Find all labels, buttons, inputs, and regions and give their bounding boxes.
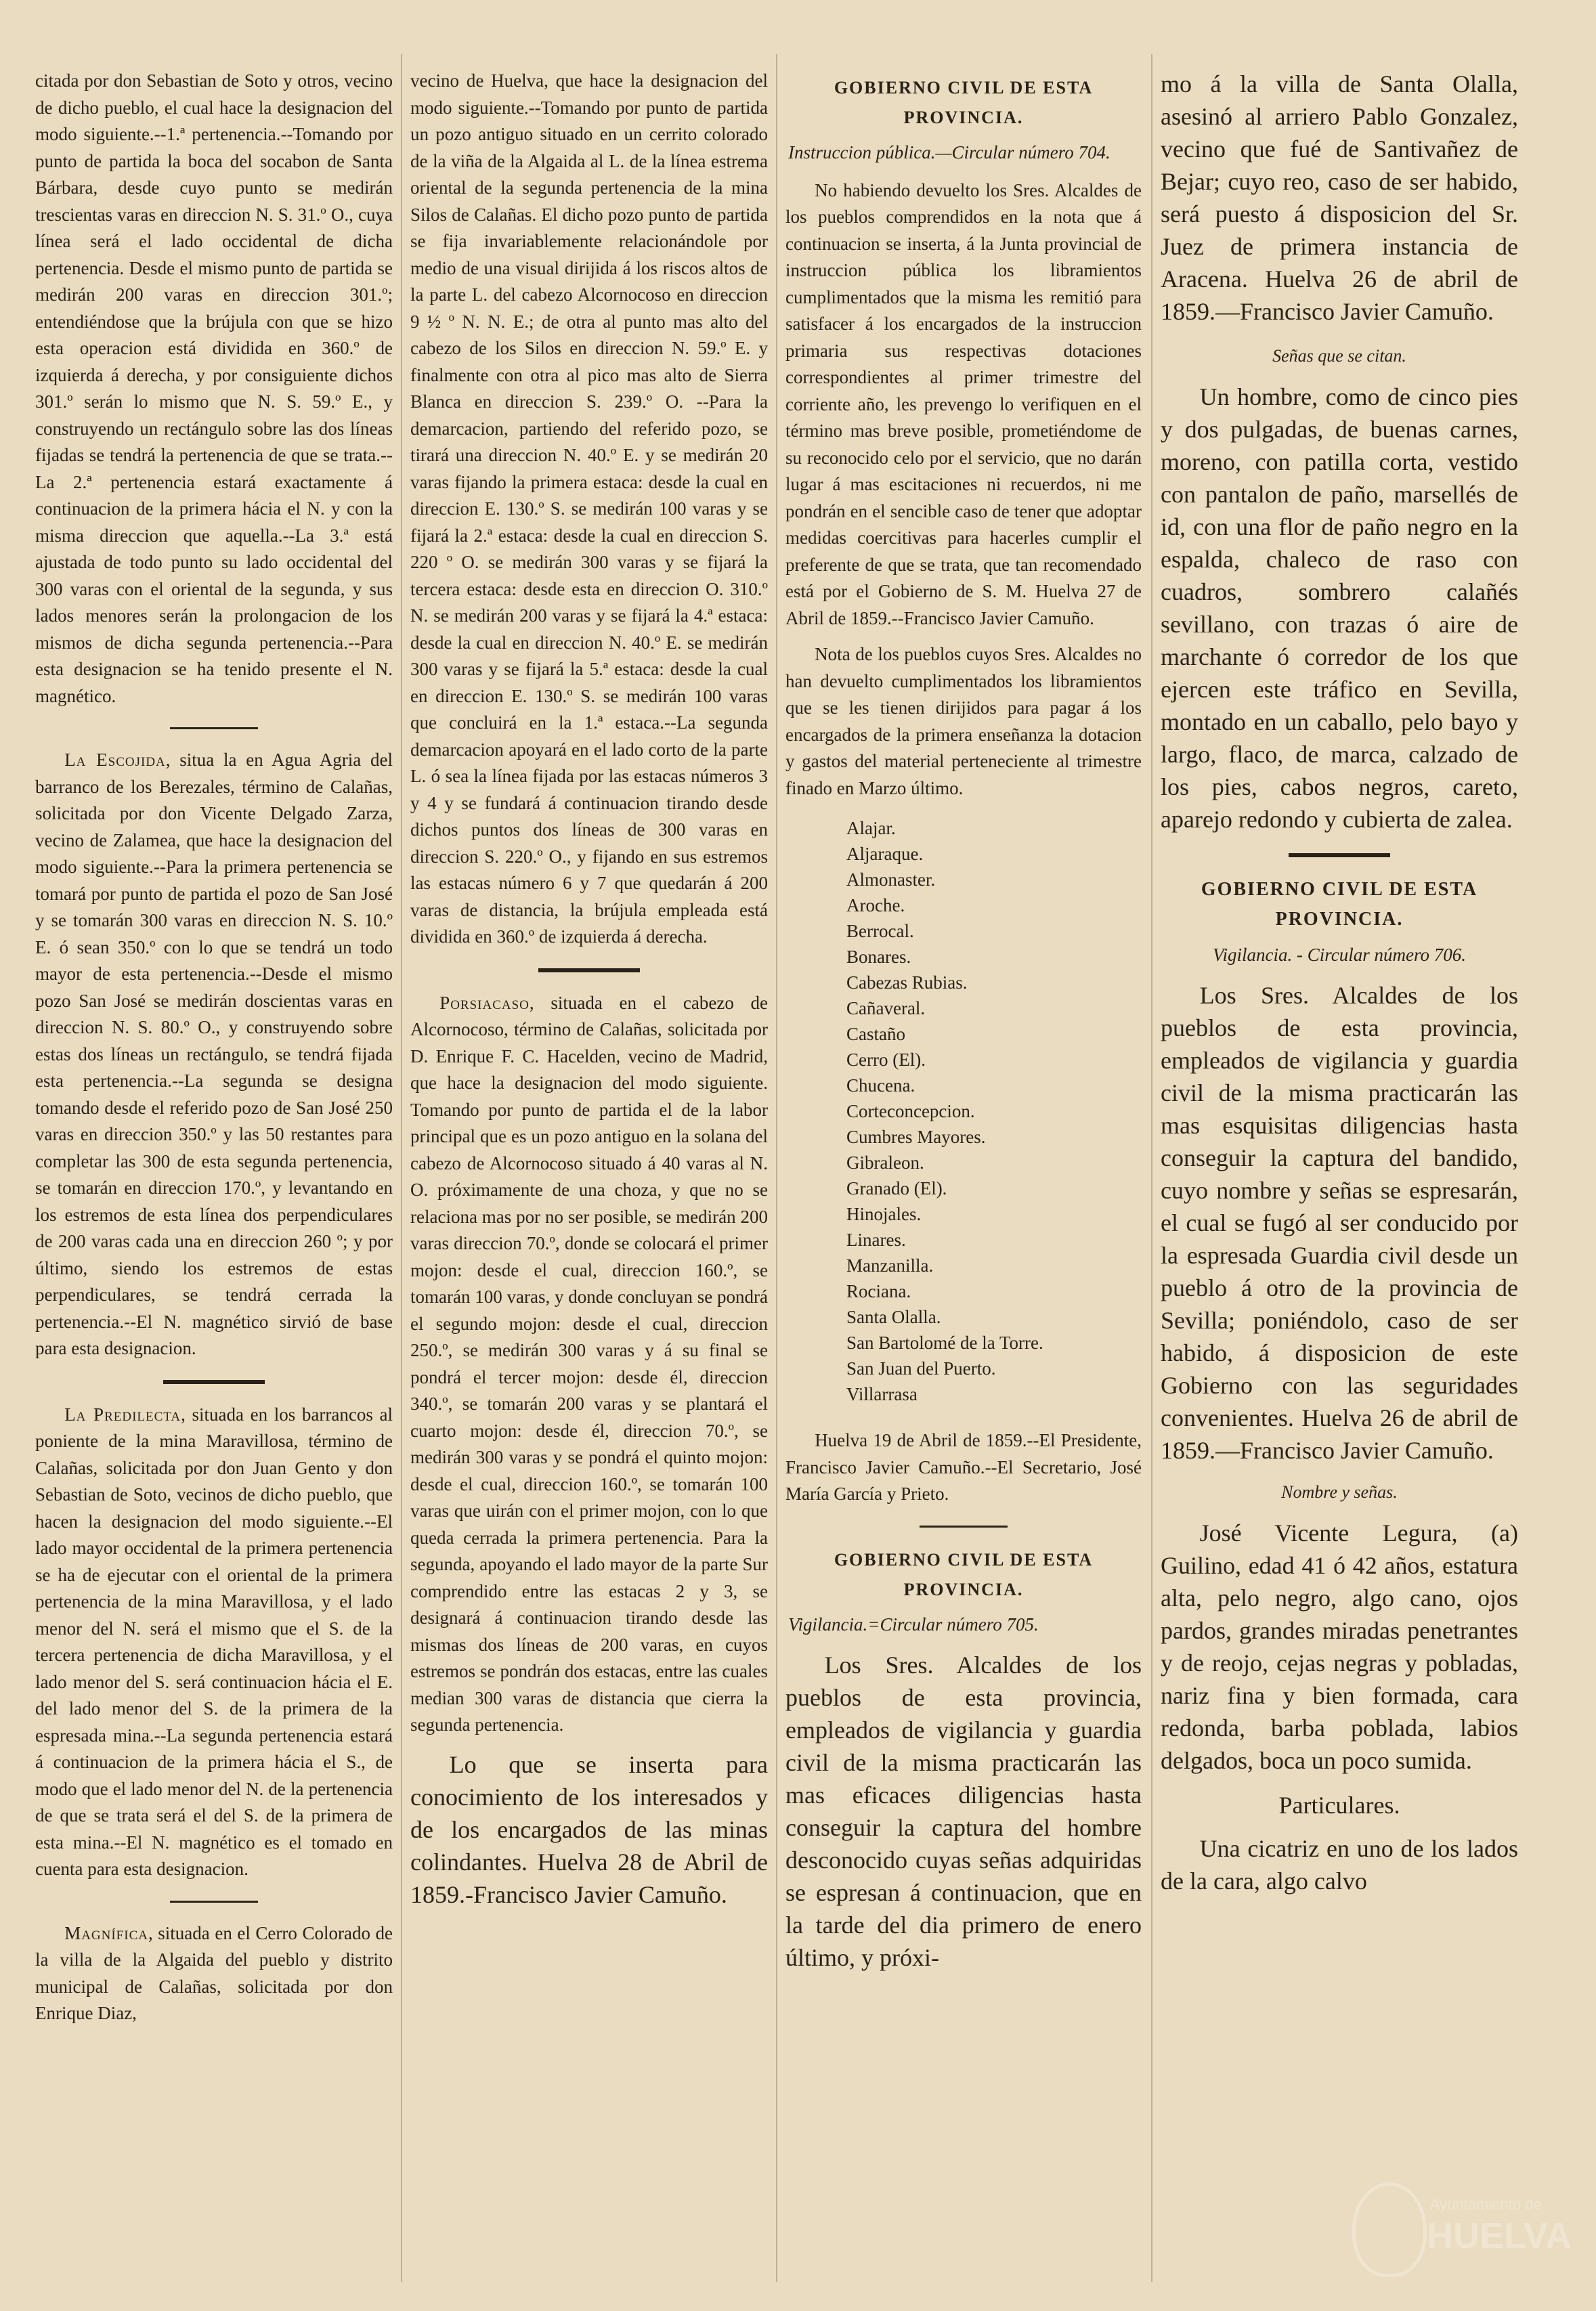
list-item: Berrocal. [846,921,914,941]
section-divider [163,1380,265,1384]
list-item: Granado (El). [846,1178,947,1198]
mine-escojida-paragraph: La Escojida, situa la en Agua Agria del barranco de los Berezales, término de Calañas, solicitada por don Vicente Delgado Zarza, vecino de Zalamea, que hace la designacion del modo siguiente.--Para la primera pertenencia se tomará por punto de partida el pozo de San José y se tomarán 300 varas en direccion N. S. 10.º E. ó sean 350.º con lo que se tendrá un todo mayor de esta pertenencia.--Desde el mismo pozo San José se medirán doscientas varas en direccion N. S. 80.º O., y construyendo sobre estas dos líneas un rectángulo, se tendrá fijada esta pertenencia.--La segunda se designa tomando desde el referido pozo de San José 250 varas en direccion 350.º y las 50 restantes para completar las 300 de esta segunda pertenencia, se tomarán en direccion 170.º, y levantando en los estremos de esta línea dos perpendiculares de 200 varas cada una en direccion 260 º; y por último, siendo los estremos de estas perpendiculares, se tendrá cerrada la pertenencia.--El N. magnético sirvió de base para esta designacion. [35,750,393,1358]
mine-porsiacaso-paragraph: Porsiacaso, situada en el cabezo de Alcornocoso, término de Calañas, solicitada por D. Enrique F. C. Hacelden, vecino de Madrid, que hace la designacion del modo siguiente. Tomando por punto de partida el de la labor principal que es un pozo antiguo en la solana del cabezo de Alcornocoso situado á 40 varas al N. O. próximamente de una choza, y que no se relaciona mas por no ser posible, se medirán 200 varas direccion 70.º, donde se colocará el primer mojon: desde el cual, direccion 160.º, se tomarán 100 varas, y donde concluyan se pondrá el segundo mojon: desde el cual, direccion 250.º, se medirán 300 varas y á su final se pondrá el tercer mojon: desde él, direccion 340.º, se tomarán 200 varas y se plantará el cuarto mojon: desde él, direccion 70.º, se medirán 300 varas y se pondrá el quinto mojon: desde el cual, direccion 160.º, se tomarán 100 varas que uirán con el primer mojon, con lo que queda cerrada la primera pertenencia. Para la segunda, apoyando el lado mayor de la parte Sur comprendido entre las estacas 2 y 3, se designará á continuacion tirando desde las mismas dos líneas de 200 varas, en cuyos estremos se pondrán dos estacas, entre las cuales median 300 varas de distancia que cierra la segunda pertenencia. [410,992,768,1735]
list-item: Aroche. [846,895,905,915]
subheading: Nombre y señas. [1281,1482,1398,1502]
list-item: Cabezas Rubias. [846,972,968,993]
list-item: Alajar. [846,818,896,838]
coat-of-arms-icon [1352,2182,1427,2277]
section-heading: GOBIERNO CIVIL DE ESTA PROVINCIA. [834,78,1094,127]
circular-subheading: Vigilancia.=Circular número 705. [788,1614,1039,1635]
section-divider [1289,853,1390,857]
huelva-council-logo: Ayuntamiento de HUELVA [1352,2176,1555,2284]
subheading: Particulares. [1278,1792,1400,1819]
column-2 [410,68,768,1911]
circular-705-paragraph: Los Sres. Alcaldes de los pueblos de esta provincia, empleados de vigilancia y guardia civil de la misma practicarán las mas eficaces diligencias hasta conseguir la captura del hombre desconocido cuyas señas adquiridas se espresan á continuacion, que en la tarde del dia primero de enero último, y próxi- [785,1651,1142,1971]
column-3 [785,68,1142,1974]
list-item: Bonares. [846,947,911,967]
column-divider [1151,54,1152,2282]
list-item: Gibraleon. [846,1152,924,1173]
list-item: Cerro (El). [846,1050,926,1070]
section-heading: GOBIERNO CIVIL DE ESTA PROVINCIA. [834,1549,1094,1599]
mine-name: Porsiacaso [439,992,530,1013]
list-item: Santa Olalla. [846,1307,941,1327]
list-item: Aljaraque. [846,844,924,864]
circular-704-paragraph: No habiendo devuelto los Sres. Alcaldes de los pueblos comprendidos en la nota que á continuacion se inserta, á la Junta provincial de instruccion pública los libramientos cumplimentados que la misma les remitió para satisfacer á los encargados de la instruccion primaria sus respectivas dotaciones correspondientes al primer trimestre del corriente año, les prevengo lo verifiquen en el término mas breve posible, prometiéndome de su reconocido celo por el servicio, que no darán lugar á mas escitaciones ni recuerdos, ni me pondrán en el sencible caso de tener que adoptar medidas coercitivas para hacerles cumplir el preferente de que se trata, que tan recomendado está por el Gobierno de S. M. Huelva 27 de Abril de 1859.--Francisco Javier Camuño. [785,179,1142,628]
list-item: San Juan del Puerto. [846,1358,996,1379]
signature-paragraph: Huelva 19 de Abril de 1859.--El Presidente, Francisco Javier Camuño.--El Secretario, José María García y Prieto. [785,1430,1142,1504]
list-item: Chucena. [846,1075,915,1096]
column-divider [401,54,402,2282]
mine-name: Magnífica [64,1922,148,1943]
column-4 [1161,68,1518,1897]
circular-subheading: Instruccion pública.—Circular número 704. [788,142,1110,163]
list-item: Manzanilla. [846,1255,934,1276]
list-item: Castaño [846,1024,905,1044]
note-paragraph: Nota de los pueblos cuyos Sres. Alcaldes no han devuelto cumplimentados los libramientos que se les tienen dirijidos para pagar á los encargados de la primera enseñanza la dotacion y gastos del material perteneciente al trimestre finado en Marzo último. [785,644,1142,798]
description-paragraph: José Vicente Legura, (a) Guilino, edad 41 ó 42 años, estatura alta, pelo negro, algo cano, ojos pardos, grandes miradas penetrantes y de reojo, cejas negras y pobladas, nariz fina y bien formada, cara redonda, barba poblada, labios delgados, boca un poco sumida. [1161,1519,1518,1774]
list-item: Cañaveral. [846,998,926,1018]
list-item: Rociana. [846,1281,911,1301]
list-item: Corteconcepcion. [846,1101,975,1121]
list-item: Linares. [846,1230,906,1250]
section-divider [538,968,640,972]
continuation-paragraph: mo á la villa de Santa Olalla, asesinó al arriero Pablo Gonzalez, vecino que fué de Santivañez de Bejar; cuyo reo, caso de ser habido, será puesto á disposicion del Sr. Juez de primera instancia de Aracena. Huelva 26 de abril de 1859.—Francisco Javier Camuño. [1161,70,1518,325]
section-divider [920,1526,1008,1528]
mine-magnifica-paragraph: Magnífica, situada en el Cerro Colorado de la villa de la Algaida del pueblo y distrito municipal de Calañas, solicitada por don Enrique Diaz, [35,1922,393,2023]
circular-706-paragraph: Los Sres. Alcaldes de los pueblos de esta provincia, empleados de vigilancia y guardia civil de la misma practicarán las mas esquisitas diligencias hasta conseguir la captura del bandido, cuyo nombre y señas se espresarán, el cual se fugó al ser conducido por la espresada Guardia civil desde un pueblo á otro de la provincia de Sevilla; poniéndolo, caso de ser habido, á disposicion de este Gobierno con las seguridades convenientes. Huelva 26 de abril de 1859.—Francisco Javier Camuño. [1161,982,1518,1464]
list-item: Almonaster. [846,869,936,890]
list-item: Villarrasa [846,1384,918,1404]
mine-designation-paragraph: citada por don Sebastian de Soto y otros, vecino de dicho pueblo, el cual hace la designacion del modo siguiente.--1.ª pertenencia.--Tomando por punto de partida la boca del socabon de Santa Bárbara, desde cuyo punto se medirán trescientas varas en direccion N. S. 31.º O., cuya línea será el lado occidental de dicha pertenencia. Desde el mismo punto de partida se medirán 200 varas en direccion 301.º; entendiéndose que la brújula con que se hizo esta operacion está dividida en 360.º de izquierda á derecha, y por consiguiente dichos 301.º serán lo mismo que N. S. 59.º E., y construyendo un rectángulo sobre las dos líneas fijadas se tendrá la pertenencia de que se trata.--La 2.ª pertenencia estará exactamente á continuacion de la primera hácia el N. y con la misma direccion que aquella.--La 3.ª está ajustada de todo punto su lado occidental del 300 varas con el oriental de la segunda, y sus lados menores serán la prolongacion de los mismos de dicha segunda pertenencia.--Para esta designacion se ha tenido presente el N. magnético. [35,70,393,706]
section-divider [170,727,258,729]
list-item: Hinojales. [846,1204,922,1224]
mine-name: La Predilecta [64,1404,181,1425]
description-paragraph: Una cicatriz en uno de los lados de la cara, algo calvo [1161,1835,1518,1895]
towns-list [785,815,1142,1407]
mine-predilecta-paragraph: La Predilecta, situada en los barrancos al poniente de la mina Maravillosa, término de Calañas, solicitada por don Juan Gento y don Sebastian de Soto, vecinos de dicho pueblo, que hacen la designacion del modo siguiente.--El lado mayor occidental de la primera pertenencia se ha de ejecutar con el oriental de la primera pertenencia de la mina Maravillosa, y el lado menor del N. será el mismo que el S. de la tercera pertenencia de dicha Maravillosa, y el lado menor del S. será continuacion hácia el E. del lado menor del S. de la primera de la espresada mina.--La segunda pertenencia estará á continuacion de la primera hácia el S., de modo que el lado menor del N. de la pertenencia de que se trata será el del S. de la primera de esta mina.--El N. magnético es el tomado en cuenta para esta designacion. [35,1404,393,1879]
closing-paragraph: Lo que se inserta para conocimiento de los interesados y de los encargados de las minas colindantes. Huelva 28 de Abril de 1859.-Francisco Javier Camuño. [410,1750,768,1908]
subheading: Señas que se citan. [1272,346,1406,366]
circular-subheading: Vigilancia. - Circular número 706. [1213,945,1466,965]
list-item: Cumbres Mayores. [846,1127,986,1147]
description-paragraph: Un hombre, como de cinco pies y dos pulgadas, de buenas carnes, moreno, con patilla corta, vestido con pantalon de paño, marsellés de id, con una flor de paño negro en la espalda, chaleco de raso con cuadros, sombrero calañés sevillano, con trazas ó aire de marchante ó corredor de los que ejercen este tráfico en Sevilla, montado en un caballo, pelo bayo y largo, flaco, de marca, calzado de los pies, cabos negros, careto, aparejo redondo y cubierta de zalea. [1161,383,1518,833]
mine-name: La Escojida [64,750,166,770]
mine-designation-paragraph: vecino de Huelva, que hace la designacion del modo siguiente.--Tomando por punto de partida un pozo antiguo situado en un cerrito colorado de la viña de la Algaida al L. de la línea estrema oriental de la segunda pertenencia de la mina Silos de Calañas. El dicho pozo punto de partida se fija invariablemente relacionándole por medio de una visual dirijida á los riscos altos de la parte L. del cabezo Alcornocoso en direccion 9 ½ º N. N. E.; de otra al punto mas alto del cabezo de los Silos en direccion N. 59.º E. y finalmente con otra al pico mas alto de Sierra Blanca en direccion S. 239.º O. --Para la demarcacion, partiendo del referido pozo, se tirará una direccion N. 40.º E. y se medirán 20 varas fijando la primera estaca: desde la cual en direccion E. 130.º S. se medirán 100 varas y se fijará la 2.ª estaca: desde la cual en direccion S. 220 º O. se medirán 300 varas y se fijará la tercera estaca: desde esta en direccion O. 310.º N. se medirán 200 varas y se fijará la 4.ª estaca: desde la cual en direccion N. 40.º E. se medirán 300 varas y se fijará la 5.ª estaca: desde la cual en direccion E. 130.º S. se medirán 100 varas que concluirá en la 1.ª estaca.--La segunda demarcacion apoyará en el lado corto de la parte L. ó sea la línea fijada por las estacas números 3 y 4 y se fundará á continuacion tirando desde dichos puntos dos líneas de 300 varas en direccion S. 220.º O., y fijando en sus estremos las estacas número 6 y 7 que quedarán á 200 varas de distancia, la brújula empleada está dividida en 360.º de izquierda á derecha. [410,70,768,947]
column-divider [776,54,777,2282]
list-item: San Bartolomé de la Torre. [846,1333,1043,1353]
column-1 [35,68,393,2027]
section-heading: GOBIERNO CIVIL DE ESTA PROVINCIA. [1201,879,1478,930]
section-divider [170,1901,258,1903]
